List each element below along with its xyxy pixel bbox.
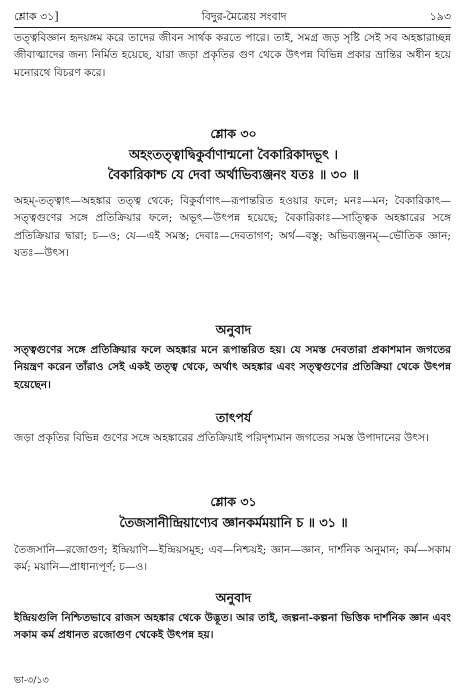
verse30-translation-heading: অনুবাদ (215, 322, 252, 337)
verse30-translation: সত্ত্বগুণের সঙ্গে প্রতিক্রিয়ার ফলে অহঙ্কার মনে রূপান্তরিত হয়। যে সমস্ত দেবতারা প্রকাশমান জগতের নিয়ন্ত্রণ করেন তাঁরাও সেই একই তত্ত্ব থেকে, অর্থাৎ অহঙ্কার এবং সত্ত্বগুণের প্রতিক্রিয়া থেকে উৎপন্ন হয়েছেন। (14, 344, 451, 391)
verse30-line1: অহংতত্ত্বাদ্বিকুর্বাণান্মনো বৈকারিকাদভূৎ । (129, 148, 338, 163)
header-rule (14, 27, 451, 28)
verse30-line2: বৈকারিকাশ্চ যে দেবা অর্থাভিব্যঞ্জনং যতঃ ॥ ৩০ ॥ (107, 168, 360, 183)
verse30-synonyms: অহম্-তত্ত্বাৎ—অহঙ্কার তত্ত্ব থেকে; বিকুর্বাণাৎ—রূপান্তরিত হওয়ার ফলে; মনঃ—মন; বৈকারিকাৎ—সত্ত্বগুণের সঙ্গে প্রতিক্রিয়ার ফলে; অভূৎ—উৎপন্ন হয়েছে; বৈকারিকাঃ—সাত্ত্বিক অহঙ্কারের সঙ্গে প্রতিক্রিয়ার দ্বারা; চ—ও; যে—এই সমস্ত; দেবাঃ—দেবতাগণ; অর্থ—বস্তু; অভিব্যঞ্জনম্—ভৌতিক জ্ঞান; যতঃ—উৎস। (14, 195, 451, 259)
verse30-purport: জড়া প্রকৃতির বিভিন্ন গুণের সঙ্গে অহঙ্কারের প্রতিক্রিয়াই পরিদৃশ্যমান জগতের সমস্ত উপাদানের উৎস। (14, 432, 429, 444)
header-verse-ref: শ্লোক ৩১] (14, 10, 59, 23)
verse31-synonyms: তৈজসানি—রজোগুণ; ইন্দ্রিয়াণি—ইন্দ্রিয়সমূহ; এব—নিশ্চয়ই; জ্ঞান—জ্ঞান, দার্শনিক অনুমান; কর্ম—সকাম কর্ম; ময়ানি—প্রাধান্যপূর্ণ; চ—ও। (14, 544, 451, 574)
intro-paragraph: তত্ত্ববিজ্ঞান হৃদয়ঙ্গম করে তাদের জীবন সার্থক করতে পারে। তাই, সমগ্র জড় সৃষ্টি সেই সব অহঙ্কারাচ্ছন্ন জীবাত্মাদের জন্য নির্মিত হয়েছে, যারা জড়া প্রকৃতির গুণ থেকে উৎপন্ন বিভিন্ন প্রকার ভ্রান্তির অধীন হয়ে মনোরথে বিচরণ করে। (14, 32, 451, 79)
verse31-heading: শ্লোক ৩১ (210, 494, 257, 509)
header-page-number: ১৯৩ (429, 10, 451, 23)
verse31-translation: ইন্দ্রিয়গুলি নিশ্চিতভাবে রাজস অহঙ্কার থেকে উদ্ভূত। আর তাই, জল্পনা-কল্পনা ভিত্তিক দার্শনিক জ্ঞান এবং সকাম কর্ম প্রধানত রজোগুণ থেকেই উৎপন্ন হয়। (14, 612, 451, 642)
verse30-purport-heading: তাৎপর্য (215, 410, 252, 425)
verse30-heading: শ্লোক ৩০ (210, 126, 257, 141)
verse31-line1: তৈজসানীন্দ্রিয়াণ্যেব জ্ঞানকর্মময়ানি চ ॥ ৩১ ॥ (119, 516, 348, 531)
footer-signature: ভা-৩/১৩ (14, 675, 49, 686)
running-header (14, 8, 451, 26)
header-chapter-title: বিদুর-মৈত্রেয় সংবাদ (201, 10, 287, 23)
verse31-translation-heading: অনুবাদ (215, 590, 252, 605)
